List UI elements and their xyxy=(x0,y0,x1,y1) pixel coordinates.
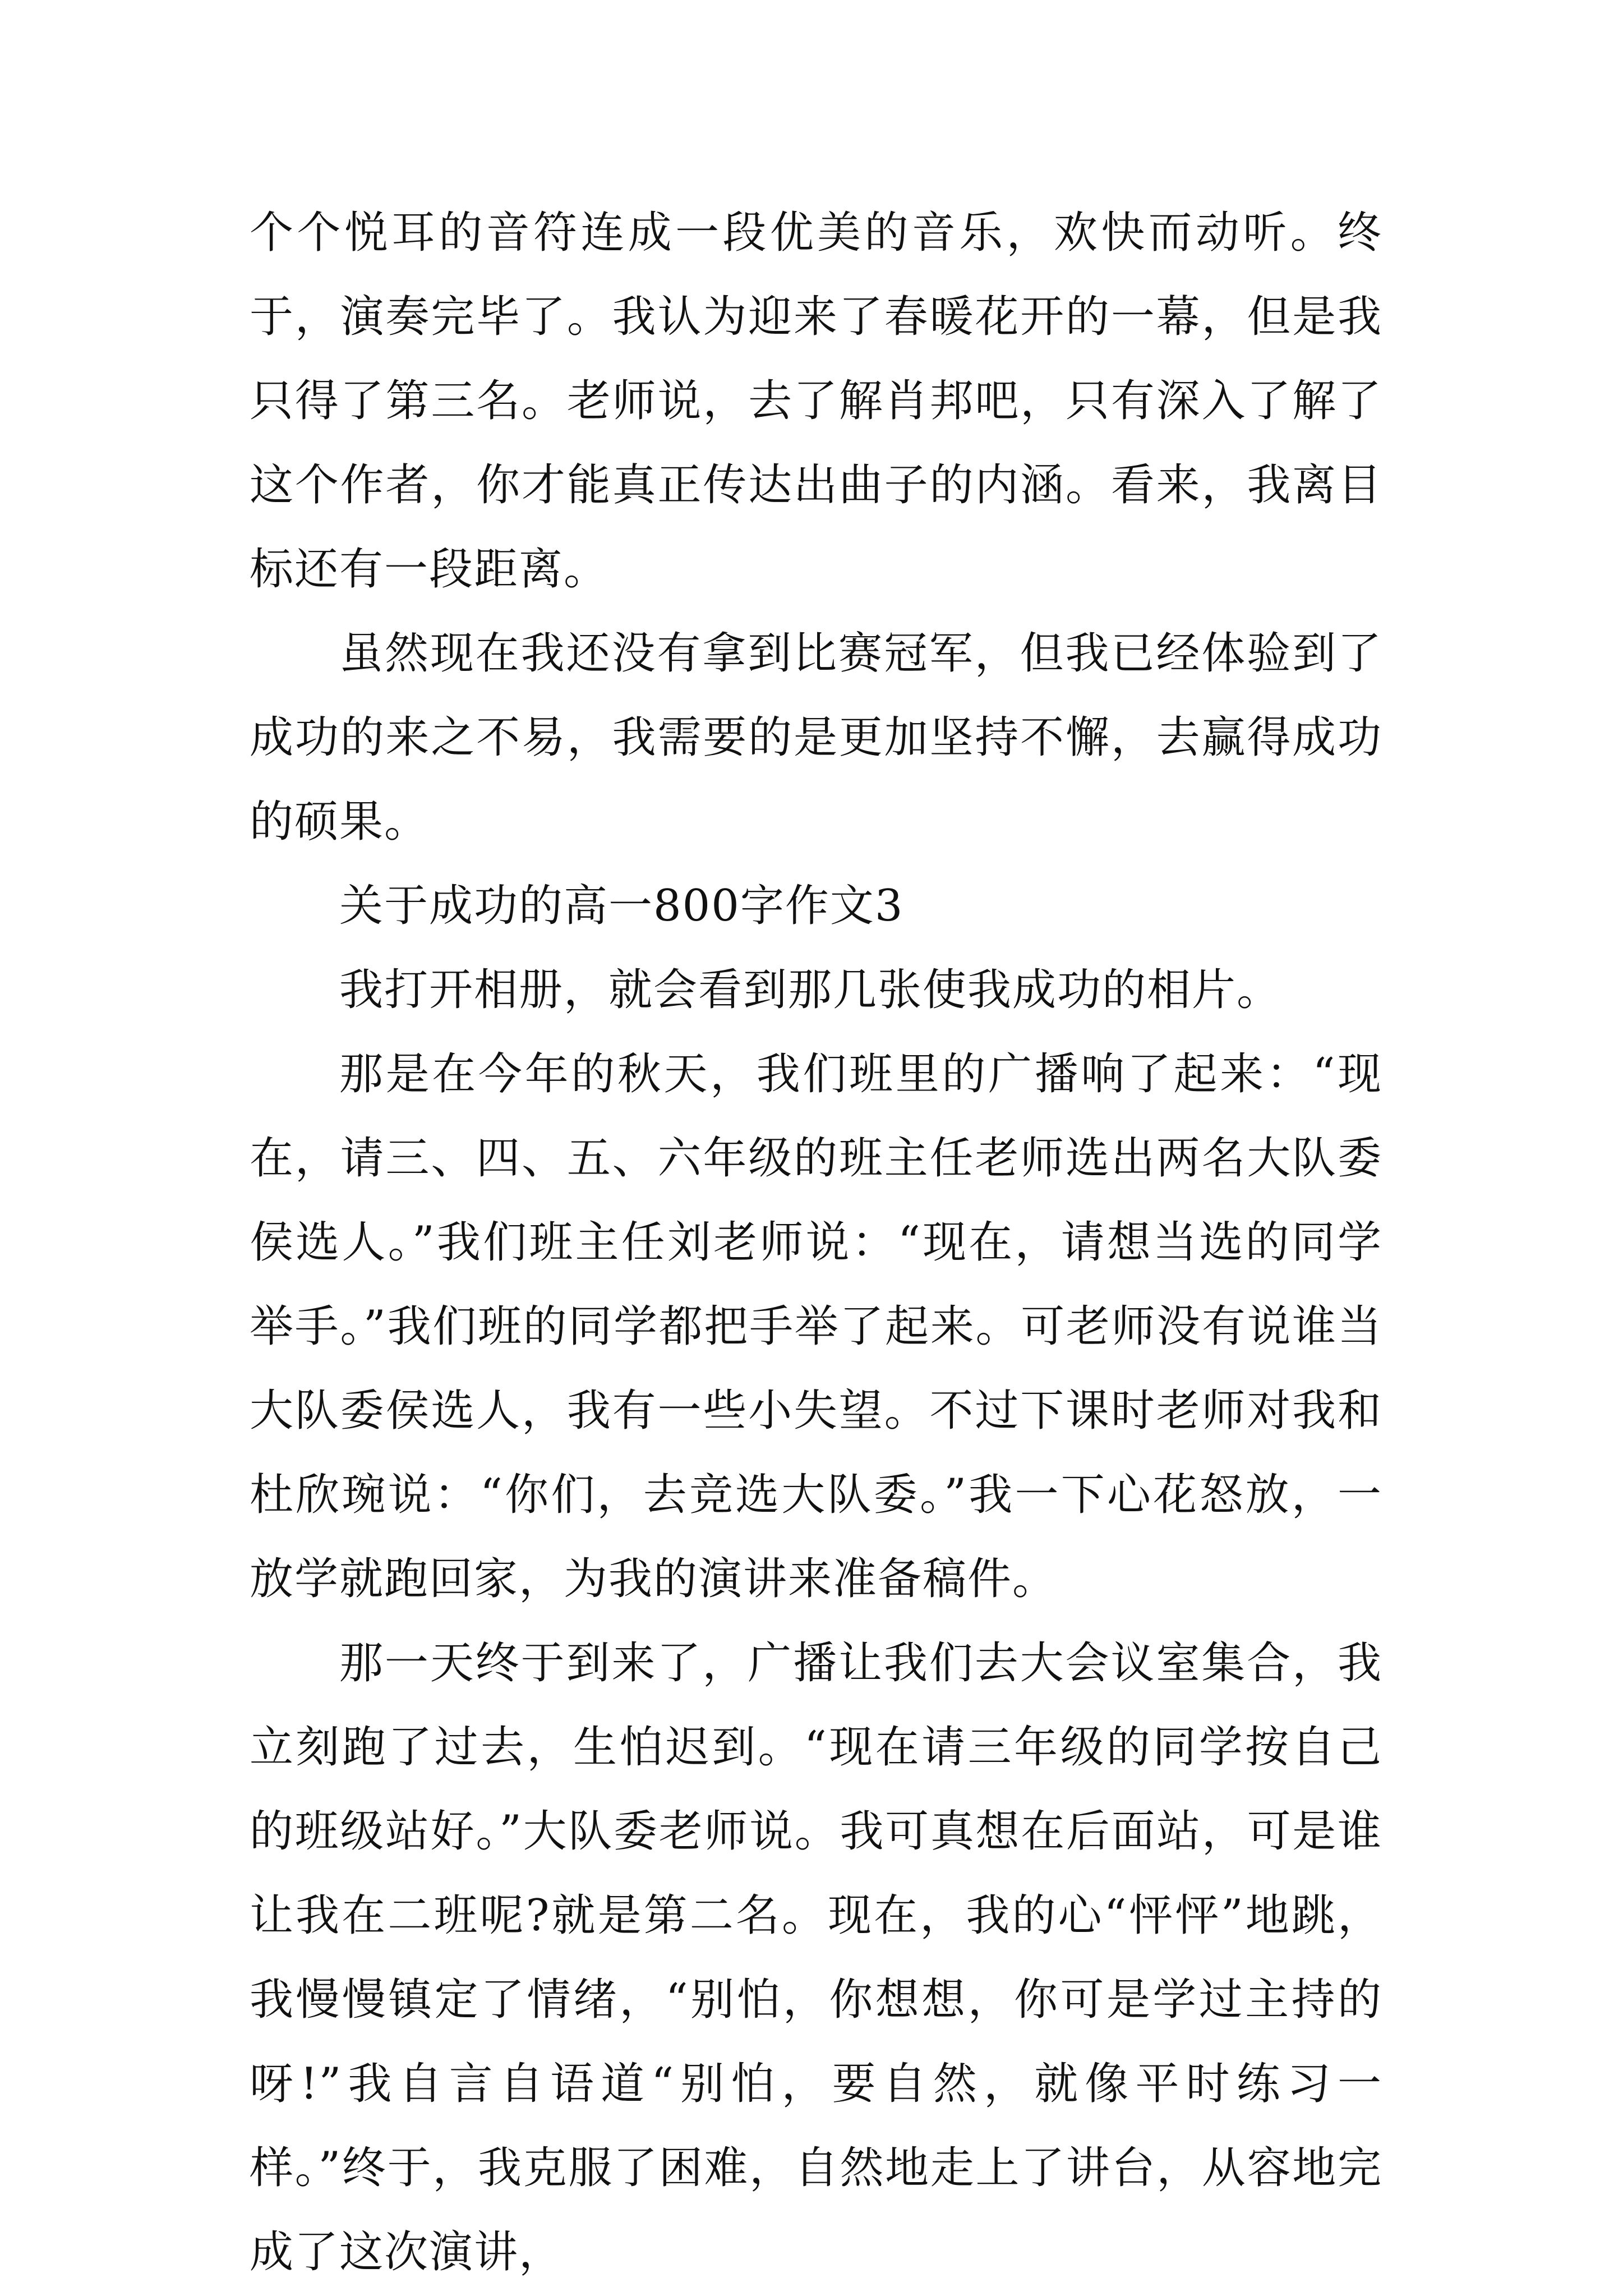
paragraph-3: 我打开相册，就会看到那几张使我成功的相片。 xyxy=(339,965,1282,1015)
essay-body xyxy=(250,191,1382,2294)
paragraph-4: 那是在今年的秋天，我们班里的广播响了起来：“现在，请三、四、五、六年级的班主任老师选出两名大队委侯选人。”我们班主任刘老师说：“现在，请想当选的同学举手。”我们班的同学都把手举了起来。可老师没有说谁当大队委侯选人，我有一些小失望。不过下课时老师对我和杜欣琬说：“你们，去竞选大队委。”我一下心花怒放，一放学就跑回家，为我的演讲来准备稿件。 xyxy=(250,1049,1382,1604)
paragraph-1: 个个悦耳的音符连成一段优美的音乐，欢快而动听。终于，演奏完毕了。我认为迎来了春暖花开的一幕，但是我只得了第三名。老师说，去了解肖邦吧，只有深入了解了这个作者，你才能真正传达出曲子的内涵。看来，我离目标还有一段距离。 xyxy=(250,208,1382,595)
essay-heading: 关于成功的高一800字作文3 xyxy=(339,881,904,931)
paragraph-2: 虽然现在我还没有拿到比赛冠军，但我已经体验到了成功的来之不易，我需要的是更加坚持不懈，去赢得成功的硕果。 xyxy=(250,628,1382,847)
paragraph-5: 那一天终于到来了，广播让我们去大会议室集合，我立刻跑了过去，生怕迟到。“现在请三年级的同学按自己的班级站好。”大队委老师说。我可真想在后面站，可是谁让我在二班呢?就是第二名。现在，我的心“怦怦”地跳，我慢慢镇定了情绪，“别怕，你想想，你可是学过主持的呀!”我自言自语道“别怕，要自然，就像平时练习一样。”终于，我克服了困难，自然地走上了讲台，从容地完成了这次演讲， xyxy=(250,1638,1382,2277)
